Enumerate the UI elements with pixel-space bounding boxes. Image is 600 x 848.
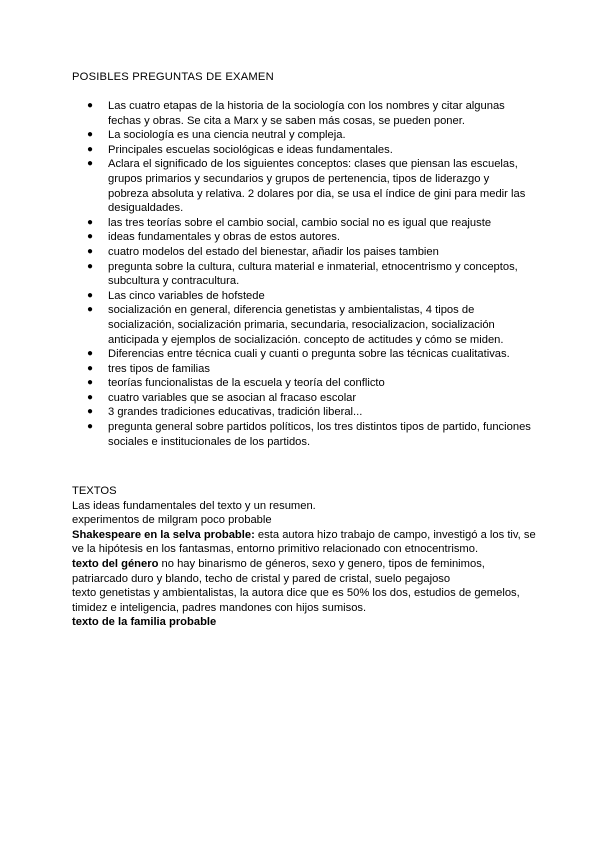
list-item-text: La sociología es una ciencia neutral y compleja.	[108, 129, 346, 142]
text-shakespeare-body: esta autora hizo trabajo de campo, investigó a los tiv, se ve la hipótesis en los fantasmas, entorno primitivo relacionado con etnocentrismo.	[72, 528, 536, 556]
list-item-text: pregunta sobre la cultura, cultura material e inmaterial, etnocentrismo y conceptos, subcultura y contracultura.	[108, 260, 518, 288]
list-item	[72, 245, 532, 260]
list-item	[72, 230, 532, 245]
text-familia	[72, 615, 542, 630]
list-item-text: Las cinco variables de hofstede	[108, 289, 265, 302]
list-item-text: cuatro modelos del estado del bienestar, añadir los paises tambien	[108, 245, 439, 258]
bullet-icon: ●	[87, 245, 94, 257]
bullet-icon: ●	[87, 231, 94, 243]
list-item	[72, 362, 532, 377]
list-item	[72, 216, 532, 231]
bullet-icon: ●	[87, 348, 94, 360]
bullet-icon: ●	[87, 216, 94, 228]
list-item-text: Diferencias entre técnica cuali y cuanti o pregunta sobre las técnicas cualitativas.	[108, 348, 510, 361]
list-item-text: Aclara el significado de los siguientes conceptos: clases que piensan las escuelas, grupos primarios y secundarios y grupos de pertenencia, tipos de liderazgo y pobreza absoluta y relativa. 2 dolares por dia, se usa el índice de gini para medir las desigualdades.	[108, 158, 526, 215]
list-item-text: tres tipos de familias	[108, 362, 210, 375]
list-item-text: pregunta general sobre partidos políticos, los tres distintos tipos de partido, funciones sociales e institucionales de los partidos.	[108, 421, 531, 448]
text-familia-title: texto de la familia probable	[72, 616, 217, 629]
bullet-icon: ●	[87, 158, 94, 170]
bullet-icon: ●	[87, 289, 94, 301]
text-genetistas: texto genetistas y ambientalistas, la autora dice que es 50% los dos, estudios de gemelos, timidez e inteligencia, padres mandones con hijos sumisos.	[72, 587, 520, 614]
list-item	[72, 347, 532, 362]
list-item	[72, 143, 532, 158]
list-item-text: Las cuatro etapas de la historia de la sociología con los nombres y citar algunas fechas y obras. Se cita a Marx y se saben más cosas, se pueden poner.	[108, 100, 505, 127]
list-item	[72, 289, 532, 304]
bullet-icon: ●	[87, 377, 94, 389]
text-genero-title: texto del género	[72, 557, 159, 570]
list-item-text: Principales escuelas sociológicas e ideas fundamentales.	[108, 143, 393, 156]
text-genero	[72, 557, 542, 586]
texts-intro: Las ideas fundamentales del texto y un resumen.	[72, 499, 316, 512]
text-shakespeare-title: Shakespeare en la selva probable:	[72, 528, 255, 541]
list-item	[72, 128, 532, 143]
bullet-icon: ●	[87, 304, 94, 316]
text-shakespeare	[72, 528, 542, 557]
list-item	[72, 157, 532, 215]
bullet-icon: ●	[87, 406, 94, 418]
list-item	[72, 99, 532, 128]
list-item-text: 3 grandes tradiciones educativas, tradición liberal...	[108, 406, 363, 419]
text-genero-body: no hay binarismo de géneros, sexo y genero, tipos de feminimos, patriarcado duro y blando, techo de cristal y pared de cristal, suelo pegajoso	[72, 557, 485, 585]
list-item	[72, 376, 532, 391]
bullet-icon: ●	[87, 129, 94, 141]
bullet-icon: ●	[87, 260, 94, 272]
bullet-icon: ●	[87, 362, 94, 374]
bullet-icon: ●	[87, 391, 94, 403]
list-item	[72, 420, 532, 449]
texts-section	[72, 484, 542, 630]
list-item	[72, 260, 532, 289]
list-item	[72, 405, 532, 420]
bullet-icon: ●	[87, 421, 94, 433]
page-title: POSIBLES PREGUNTAS DE EXAMEN	[72, 71, 274, 83]
list-item-text: ideas fundamentales y obras de estos autores.	[108, 231, 340, 244]
list-item	[72, 391, 532, 406]
list-item-text: las tres teorías sobre el cambio social, cambio social no es igual que reajuste	[108, 216, 492, 229]
list-item-text: cuatro variables que se asocian al fracaso escolar	[108, 391, 357, 404]
bullet-icon: ●	[87, 100, 94, 111]
list-item-text: teorías funcionalistas de la escuela y teoría del conflicto	[108, 377, 385, 390]
text-milgram: experimentos de milgram poco probable	[72, 514, 272, 527]
bullet-icon: ●	[87, 143, 94, 155]
list-item	[72, 303, 532, 347]
texts-heading: TEXTOS	[72, 485, 117, 497]
list-item-text: socialización en general, diferencia genetistas y ambientalistas, 4 tipos de socialización, socialización primaria, secundaria, resocializacion, socialización anticipada y ejemplos de socialización. concepto de actitudes y cómo se miden.	[108, 304, 504, 346]
questions-list	[72, 99, 532, 449]
